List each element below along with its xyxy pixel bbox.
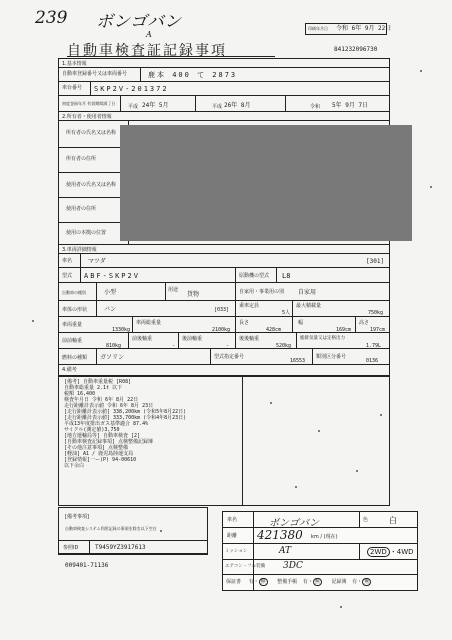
- transmission-label: ミッション: [225, 549, 248, 554]
- drive-separator: ・: [389, 548, 397, 556]
- rule: [58, 253, 390, 254]
- rule: [359, 543, 360, 559]
- note-line: [走行距離計表示値] 338,200km (令和5年8月22日): [64, 409, 187, 415]
- reference-id-value: T9459YZ3917613: [95, 544, 146, 551]
- rule: [355, 316, 356, 332]
- front-axle-label: 前前軸重: [62, 338, 83, 344]
- rule: [296, 332, 297, 348]
- reference-id-label: 参照ID: [63, 545, 79, 551]
- scan-speck: [340, 606, 342, 608]
- rule: [128, 332, 129, 348]
- use-label: 用途: [168, 287, 179, 293]
- rule: [58, 222, 128, 223]
- rule: [276, 267, 277, 282]
- remarks-title: [備考事項]: [65, 514, 89, 520]
- rule: [58, 332, 390, 333]
- rule: [235, 316, 236, 332]
- rear-rear-axle-value: 520kg: [276, 343, 292, 349]
- height-value: 197cm: [370, 327, 386, 333]
- warranty-separator: ・: [253, 579, 259, 585]
- rule: [58, 67, 390, 68]
- notes-divider: [242, 376, 243, 506]
- rule: [140, 67, 141, 81]
- kind-value: 小型: [104, 289, 117, 296]
- rule: [96, 282, 97, 300]
- rule: [96, 300, 97, 316]
- chassis-value: SKP2V-201372: [94, 85, 169, 93]
- mileage-label: 距離: [227, 533, 238, 539]
- issue-date-label: 印刷年月日: [308, 26, 328, 31]
- transmission-value: AT: [279, 546, 292, 556]
- manual-separator: ・: [307, 579, 313, 585]
- color-label: 色: [363, 517, 369, 523]
- max-load-value: 750kg: [368, 310, 384, 316]
- redaction-block: [120, 125, 412, 241]
- private-value: 自家用: [298, 289, 317, 296]
- displacement-label: 総排気量又は定格出力: [300, 336, 345, 341]
- note-line: [地方運輸局等] 自動車検査 [2]: [64, 433, 141, 439]
- fuel-label: 燃料の種類: [62, 355, 88, 361]
- displacement-value: 1.79L: [366, 343, 382, 349]
- note-line: [軽油] A1 / 鹿児島陸運支局: [64, 451, 134, 457]
- rule: [80, 267, 81, 282]
- kind-label: 自動車の種別: [62, 290, 86, 295]
- drive-4wd-option[interactable]: 4WD: [396, 548, 414, 556]
- body-value: バン: [104, 306, 117, 313]
- scan-speck: [430, 186, 432, 188]
- scan-speck: [356, 470, 358, 472]
- document-title: 自動車検査証記録事項: [67, 43, 227, 59]
- rule: [285, 95, 286, 111]
- capacity-label: 乗車定員: [239, 303, 260, 309]
- prime-mover-value: L8: [282, 272, 291, 280]
- chassis-label: 車台番号: [62, 85, 83, 91]
- rear-front-axle-value: -: [226, 343, 230, 349]
- issue-date-box: [305, 23, 392, 35]
- rule: [165, 282, 166, 300]
- prime-mover-label: 原動機の型式: [239, 273, 270, 279]
- scan-speck: [420, 70, 422, 72]
- car-name-value: ボンゴバン: [269, 518, 319, 529]
- note-line: 自動車総重量 2.1t 以下: [64, 385, 123, 391]
- rule: [235, 267, 236, 282]
- owner-address-label: 所有者の住所: [66, 156, 97, 162]
- rule: [292, 316, 293, 332]
- note-line: [備考] 自動車重量税 [R08]: [64, 379, 132, 385]
- manual-yes[interactable]: 有: [302, 579, 308, 585]
- rule: [58, 267, 390, 268]
- scan-speck: [270, 402, 272, 404]
- model-number-value: 16553: [290, 358, 306, 364]
- dealer-form: [222, 511, 418, 591]
- height-label: 高さ: [359, 320, 370, 326]
- rule: [292, 300, 293, 316]
- third-date-era: 令和: [310, 104, 321, 110]
- first-reg-value: 24年 5月: [142, 102, 169, 109]
- notes-body: [64, 379, 240, 469]
- length-label: 長さ: [239, 320, 250, 326]
- manual-label: 整備手帳: [277, 579, 298, 585]
- section-owner-heading: 2.所有者・使用者情報: [62, 114, 112, 120]
- max-load-label: 最大積載量: [296, 303, 322, 309]
- front-axle-value: 810kg: [106, 343, 122, 349]
- private-label: 自家用・事業用の別: [239, 289, 285, 295]
- note-line: [その他注意事項] 点検整備: [64, 445, 129, 451]
- note-line: [登録情報]一ー(P) 94-00610: [64, 457, 137, 463]
- drive-options: [367, 547, 414, 557]
- rule: [58, 81, 390, 82]
- note-line: 検査年月日 令和 6年 8月 22日: [64, 397, 139, 403]
- rule: [96, 348, 97, 364]
- rule: [58, 172, 128, 173]
- drive-2wd-option[interactable]: 2WD: [367, 547, 390, 557]
- rule: [58, 197, 128, 198]
- rule: [210, 348, 211, 364]
- front-rear-axle-value: -: [172, 343, 176, 349]
- rule: [58, 111, 390, 112]
- document-checklist: [226, 578, 371, 585]
- maker-label: 車名: [62, 258, 73, 264]
- document-number: 841232096730: [334, 46, 378, 53]
- rule: [58, 147, 128, 148]
- weight-label: 車両重量: [62, 322, 83, 328]
- rule: [312, 348, 313, 364]
- record-label: 記録簿: [331, 579, 347, 585]
- title-underline: [67, 56, 275, 57]
- section-vehicle-heading: 3.車両詳細情報: [62, 247, 97, 253]
- fuel-value: ガソリン: [100, 354, 125, 361]
- model-number-label: 型式指定番号: [214, 354, 245, 360]
- warranty-label: 保証書: [226, 579, 242, 585]
- registration-label: 自動車登録番号又は車両番号: [62, 71, 128, 77]
- rule: [132, 316, 133, 332]
- rule: [235, 332, 236, 348]
- section-notes-heading: 4.備考: [62, 367, 77, 373]
- rear-front-axle-label: 後前軸重: [182, 336, 203, 342]
- rule: [58, 300, 390, 301]
- gross-label: 車両総重量: [136, 320, 162, 326]
- scan-speck: [318, 430, 320, 432]
- user-address-label: 使用者の住所: [66, 206, 97, 212]
- scan-speck: [295, 486, 297, 488]
- mileage-unit: km / (現在): [311, 534, 338, 540]
- warranty-yes[interactable]: 有: [248, 579, 254, 585]
- expiry-era: 平成: [212, 104, 223, 110]
- note-line: 走行距離計表示値 令和 6年 8月 23日: [64, 403, 154, 409]
- gross-value: 2100kg: [212, 327, 231, 333]
- rule: [359, 512, 360, 527]
- handwritten-model-name: ボンゴバン: [96, 12, 181, 32]
- rule: [58, 364, 390, 365]
- rule: [58, 348, 390, 349]
- maker-code: [301]: [366, 258, 385, 265]
- base-location-label: 使用の本拠の位置: [66, 230, 107, 236]
- rule: [235, 300, 236, 316]
- bottom-code: 009401-71136: [65, 562, 109, 569]
- type-label: 型式: [62, 273, 73, 279]
- rule: [58, 95, 390, 96]
- capacity-value: 5人: [282, 310, 291, 316]
- note-line: 税額 16,400: [64, 391, 96, 397]
- third-date-value: 5年 9月 7日: [332, 102, 369, 109]
- issue-date-value: 令和 6年 9月 22日: [336, 25, 392, 32]
- length-value: 428cm: [266, 327, 282, 333]
- note-line: 以下余白: [64, 463, 85, 469]
- category-value: 0136: [366, 358, 379, 364]
- rule: [58, 282, 390, 283]
- record-no-circled[interactable]: 無: [364, 579, 370, 585]
- maker-value: マツダ: [88, 258, 106, 265]
- rule: [90, 81, 91, 95]
- warranty-no-circled[interactable]: 無: [260, 579, 266, 585]
- owner-name-label: 所有者の氏名又は名称: [66, 130, 117, 136]
- handwritten-mark: A: [146, 30, 152, 39]
- note-line: [自動車検査記録事項] 点検整備記録簿: [64, 439, 154, 445]
- expiry-value: 26年 8月: [224, 102, 251, 109]
- dates-label: 初度登録年月 有効期間満了日: [62, 101, 116, 106]
- rule: [89, 541, 90, 553]
- width-label: 幅: [298, 320, 304, 326]
- rule: [58, 316, 390, 317]
- width-value: 169cm: [336, 327, 352, 333]
- reference-id-box: [58, 540, 208, 554]
- category-label: 類別区分番号: [316, 354, 347, 360]
- remarks-note: 自動車検査システム利用記録の事項を除き以下空白: [65, 526, 157, 531]
- rule: [120, 95, 121, 111]
- rule: [58, 120, 390, 121]
- color-value: 白: [389, 516, 397, 525]
- rule: [58, 244, 390, 245]
- body-label: 車体の形状: [62, 307, 88, 313]
- registration-value: 鹿本 400 て 2873: [148, 71, 238, 79]
- user-name-label: 使用者の氏名又は名称: [66, 182, 117, 188]
- record-yes[interactable]: 有: [352, 579, 358, 585]
- ac-label: エアコン・フル装備: [225, 564, 266, 569]
- use-value: 貨物: [187, 291, 200, 298]
- body-code: [033]: [214, 307, 230, 313]
- scan-speck: [32, 320, 34, 322]
- front-rear-axle-label: 前後軸重: [132, 336, 153, 342]
- rule: [195, 95, 196, 111]
- section-basic-heading: 1.基本情報: [62, 61, 87, 67]
- handwritten-number: 239: [35, 8, 68, 28]
- weight-value: 1330kg: [112, 327, 131, 333]
- ac-value: 3DC: [283, 561, 303, 571]
- record-separator: ・: [357, 579, 363, 585]
- first-reg-era: 平成: [128, 104, 139, 110]
- scan-speck: [380, 414, 382, 416]
- mileage-value: 421380: [257, 528, 303, 542]
- rear-rear-axle-label: 後後軸重: [239, 336, 260, 342]
- rule: [235, 282, 236, 300]
- note-line: 平成13年度排出ガス基準適合 87.4%: [64, 421, 149, 427]
- car-name-label: 車名: [227, 517, 238, 523]
- note-line: [走行距離計表示値] 333,700km (令和4年8月23日): [64, 415, 187, 421]
- scan-speck: [160, 530, 162, 532]
- note-line: サイクル(測定値)3,750: [64, 427, 120, 433]
- rule: [80, 253, 81, 267]
- rule: [178, 332, 179, 348]
- type-value: ABF-SKP2V: [84, 272, 140, 280]
- manual-no-circled[interactable]: 無: [314, 579, 320, 585]
